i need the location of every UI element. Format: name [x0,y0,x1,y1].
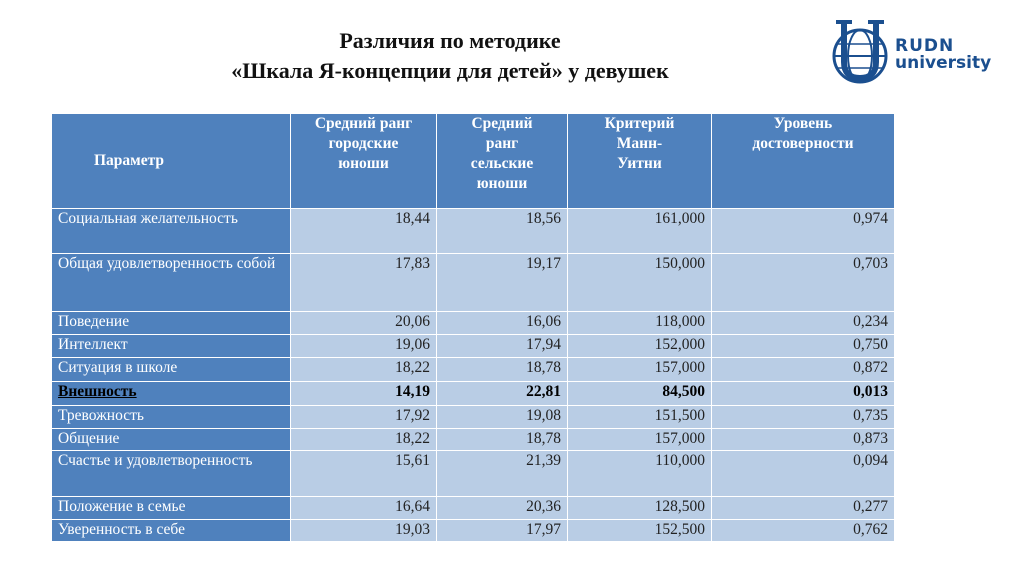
mann-whitney-cell: 118,000 [568,312,712,335]
header-text: сельские [470,155,534,172]
row-param: Внешность [52,382,291,406]
row-param: Счастье и удовлетворенность [52,451,291,497]
header-significance [712,114,895,209]
mann-whitney-cell: 152,500 [568,520,712,542]
row-param: Поведение [52,312,291,335]
row-param: Уверенность в себе [52,520,291,542]
row-param: Социальная желательность [52,209,291,254]
mann-whitney-cell: 157,000 [568,358,712,382]
rural-rank-cell: 19,08 [437,406,568,429]
row-param: Положение в семье [52,497,291,520]
urban-rank-cell: 16,64 [291,497,437,520]
table-row-highlighted [52,382,895,406]
header-text: Уитни [617,155,662,172]
header-text: Критерий [604,115,675,132]
significance-cell: 0,013 [712,382,895,406]
header-text: городские [328,135,399,152]
table-row [52,358,895,382]
significance-cell: 0,872 [712,358,895,382]
title-line-1: Различия по методике [339,28,561,53]
header-urban-rank [291,114,437,209]
mann-whitney-cell: 161,000 [568,209,712,254]
table-row [52,254,895,312]
row-param: Общая удовлетворенность собой [52,254,291,312]
rural-rank-cell: 21,39 [437,451,568,497]
row-param: Общение [52,429,291,451]
rural-rank-cell: 18,56 [437,209,568,254]
header-rural-rank [437,114,568,209]
header-text: Средний ранг [314,115,413,132]
significance-cell: 0,277 [712,497,895,520]
table-row [52,335,895,358]
header-text: ранг [485,135,519,152]
rural-rank-cell: 17,97 [437,520,568,542]
urban-rank-cell: 17,83 [291,254,437,312]
table-row [52,451,895,497]
significance-cell: 0,234 [712,312,895,335]
significance-cell: 0,703 [712,254,895,312]
rudn-logo-text [895,38,991,72]
significance-cell: 0,735 [712,406,895,429]
mann-whitney-cell: 110,000 [568,451,712,497]
urban-rank-cell: 18,22 [291,429,437,451]
title-line-2: «Шкала Я-концепции для детей» у девушек [231,58,669,83]
significance-cell: 0,750 [712,335,895,358]
urban-rank-cell: 14,19 [291,382,437,406]
logo-line-2: university [895,53,992,73]
mann-whitney-cell: 150,000 [568,254,712,312]
header-text: юноши [338,155,389,172]
mann-whitney-cell: 157,000 [568,429,712,451]
mann-whitney-cell: 84,500 [568,382,712,406]
table-row [52,406,895,429]
rural-rank-cell: 18,78 [437,429,568,451]
header-text: Средний [471,115,533,132]
table-row [52,497,895,520]
header-text: Уровень [773,115,833,132]
significance-cell: 0,762 [712,520,895,542]
table-row [52,209,895,254]
significance-cell: 0,094 [712,451,895,497]
urban-rank-cell: 19,06 [291,335,437,358]
results-table [51,113,895,542]
header-text: достоверности [752,135,854,152]
urban-rank-cell: 20,06 [291,312,437,335]
urban-rank-cell: 18,22 [291,358,437,382]
rural-rank-cell: 18,78 [437,358,568,382]
row-param: Интеллект [52,335,291,358]
header-param: Параметр [52,114,291,209]
table-row [52,520,895,542]
table-row [52,312,895,335]
rural-rank-cell: 22,81 [437,382,568,406]
mann-whitney-cell: 152,000 [568,335,712,358]
rural-rank-cell: 19,17 [437,254,568,312]
rural-rank-cell: 17,94 [437,335,568,358]
rural-rank-cell: 20,36 [437,497,568,520]
significance-cell: 0,974 [712,209,895,254]
header-mann-whitney [568,114,712,209]
logo-line-1: RUDN [895,36,955,56]
mann-whitney-cell: 128,500 [568,497,712,520]
rural-rank-cell: 16,06 [437,312,568,335]
urban-rank-cell: 15,61 [291,451,437,497]
slide-title [130,26,770,86]
row-param: Ситуация в школе [52,358,291,382]
urban-rank-cell: 17,92 [291,406,437,429]
header-text: Манн- [616,135,663,152]
mann-whitney-cell: 151,500 [568,406,712,429]
urban-rank-cell: 19,03 [291,520,437,542]
row-param: Тревожность [52,406,291,429]
table-row [52,429,895,451]
table-header-row [52,114,895,209]
header-text: юноши [476,175,528,192]
urban-rank-cell: 18,44 [291,209,437,254]
significance-cell: 0,873 [712,429,895,451]
